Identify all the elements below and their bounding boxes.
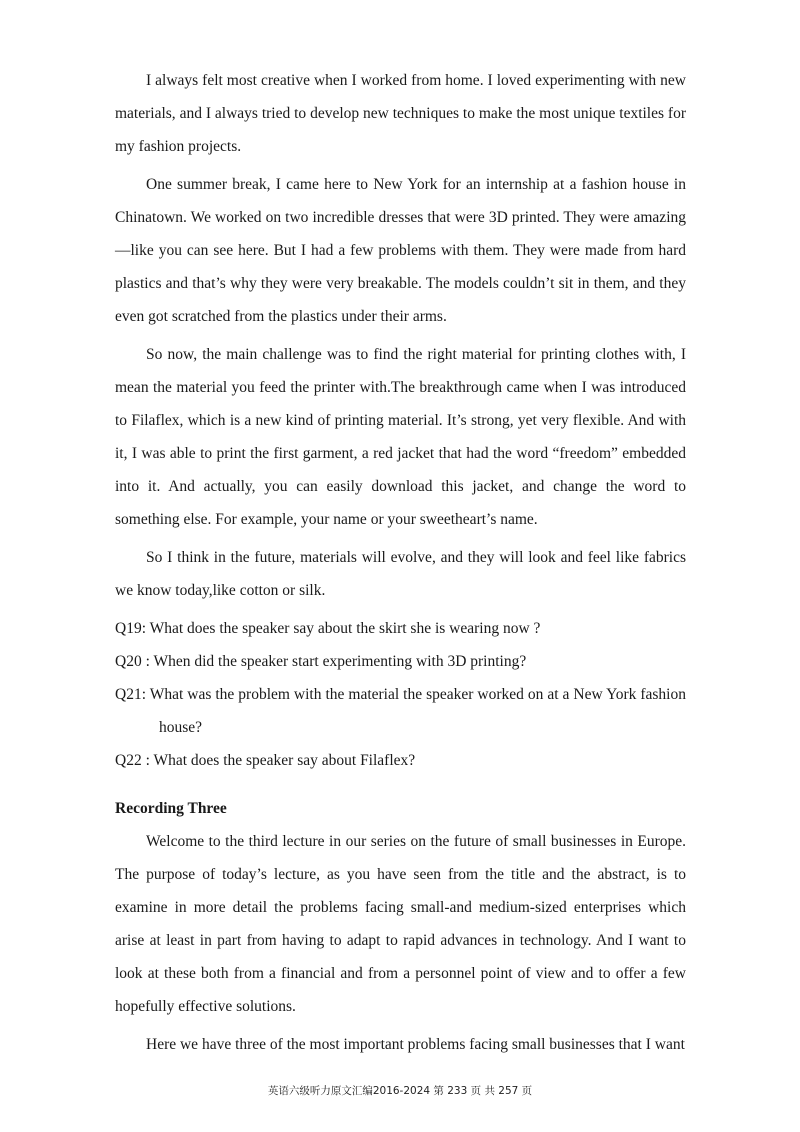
lecture-paragraph: Here we have three of the most important problems facing small businesses that I want — [146, 1036, 685, 1053]
transcript-paragraph: One summer break, I came here to New York for an internship at a fashion house in Chinatown. We worked on two incredible dresses that were 3D printed. They were amazing—like you can see here. But I had a few problems with them. They were made from hard plastics and that’s why they were very breakable. The models couldn’t sit in them, and they even got scratched from the plastics under their arms. — [115, 176, 686, 325]
question-q19: Q19: What does the speaker say about the skirt she is wearing now ? — [115, 620, 541, 637]
lecture-paragraph: Welcome to the third lecture in our series on the future of small businesses in Europe. The purpose of today’s lecture, as you have seen from the title and the abstract, is to examine in more detail the problems facing small-and medium-sized enterprises which arise at least in part from having to adapt to rapid advances in technology. And I want to look at these both from a financial and from a personnel point of view and to offer a few hopefully effective solutions. — [115, 833, 686, 1015]
page-footer — [0, 1083, 800, 1098]
footer-text: 英语六级听力原文汇编2016-2024 第 233 页 共 257 页 — [267, 1085, 533, 1097]
transcript-paragraph: So now, the main challenge was to find the right material for printing clothes with, I mean the material you feed the printer with.The breakthrough came when I was introduced to Filaflex, which is a new kind of printing material. It’s strong, yet very flexible. And with it, I was able to print the first garment, a red jacket that had the word “freedom” embedded into it. And actually, you can easily download this jacket, and change the word to something else. For example, your name or your sweetheart’s name. — [115, 346, 686, 528]
transcript-paragraph: So I think in the future, materials will evolve, and they will look and feel like fabrics we know today,like cotton or silk. — [115, 549, 686, 599]
question-list — [115, 612, 686, 777]
question-q21: Q21: What was the problem with the material the speaker worked on at a New York fashion house? — [115, 686, 686, 736]
page-content — [115, 64, 686, 1066]
transcript-paragraph: I always felt most creative when I worked from home. I loved experimenting with new materials, and I always tried to develop new techniques to make the most unique textiles for my fashion projects. — [115, 72, 686, 155]
question-q20: Q20 : When did the speaker start experimenting with 3D printing? — [115, 653, 527, 670]
question-q22: Q22 : What does the speaker say about Filaflex? — [115, 752, 416, 769]
section-heading-recording-three: Recording Three — [115, 800, 227, 817]
